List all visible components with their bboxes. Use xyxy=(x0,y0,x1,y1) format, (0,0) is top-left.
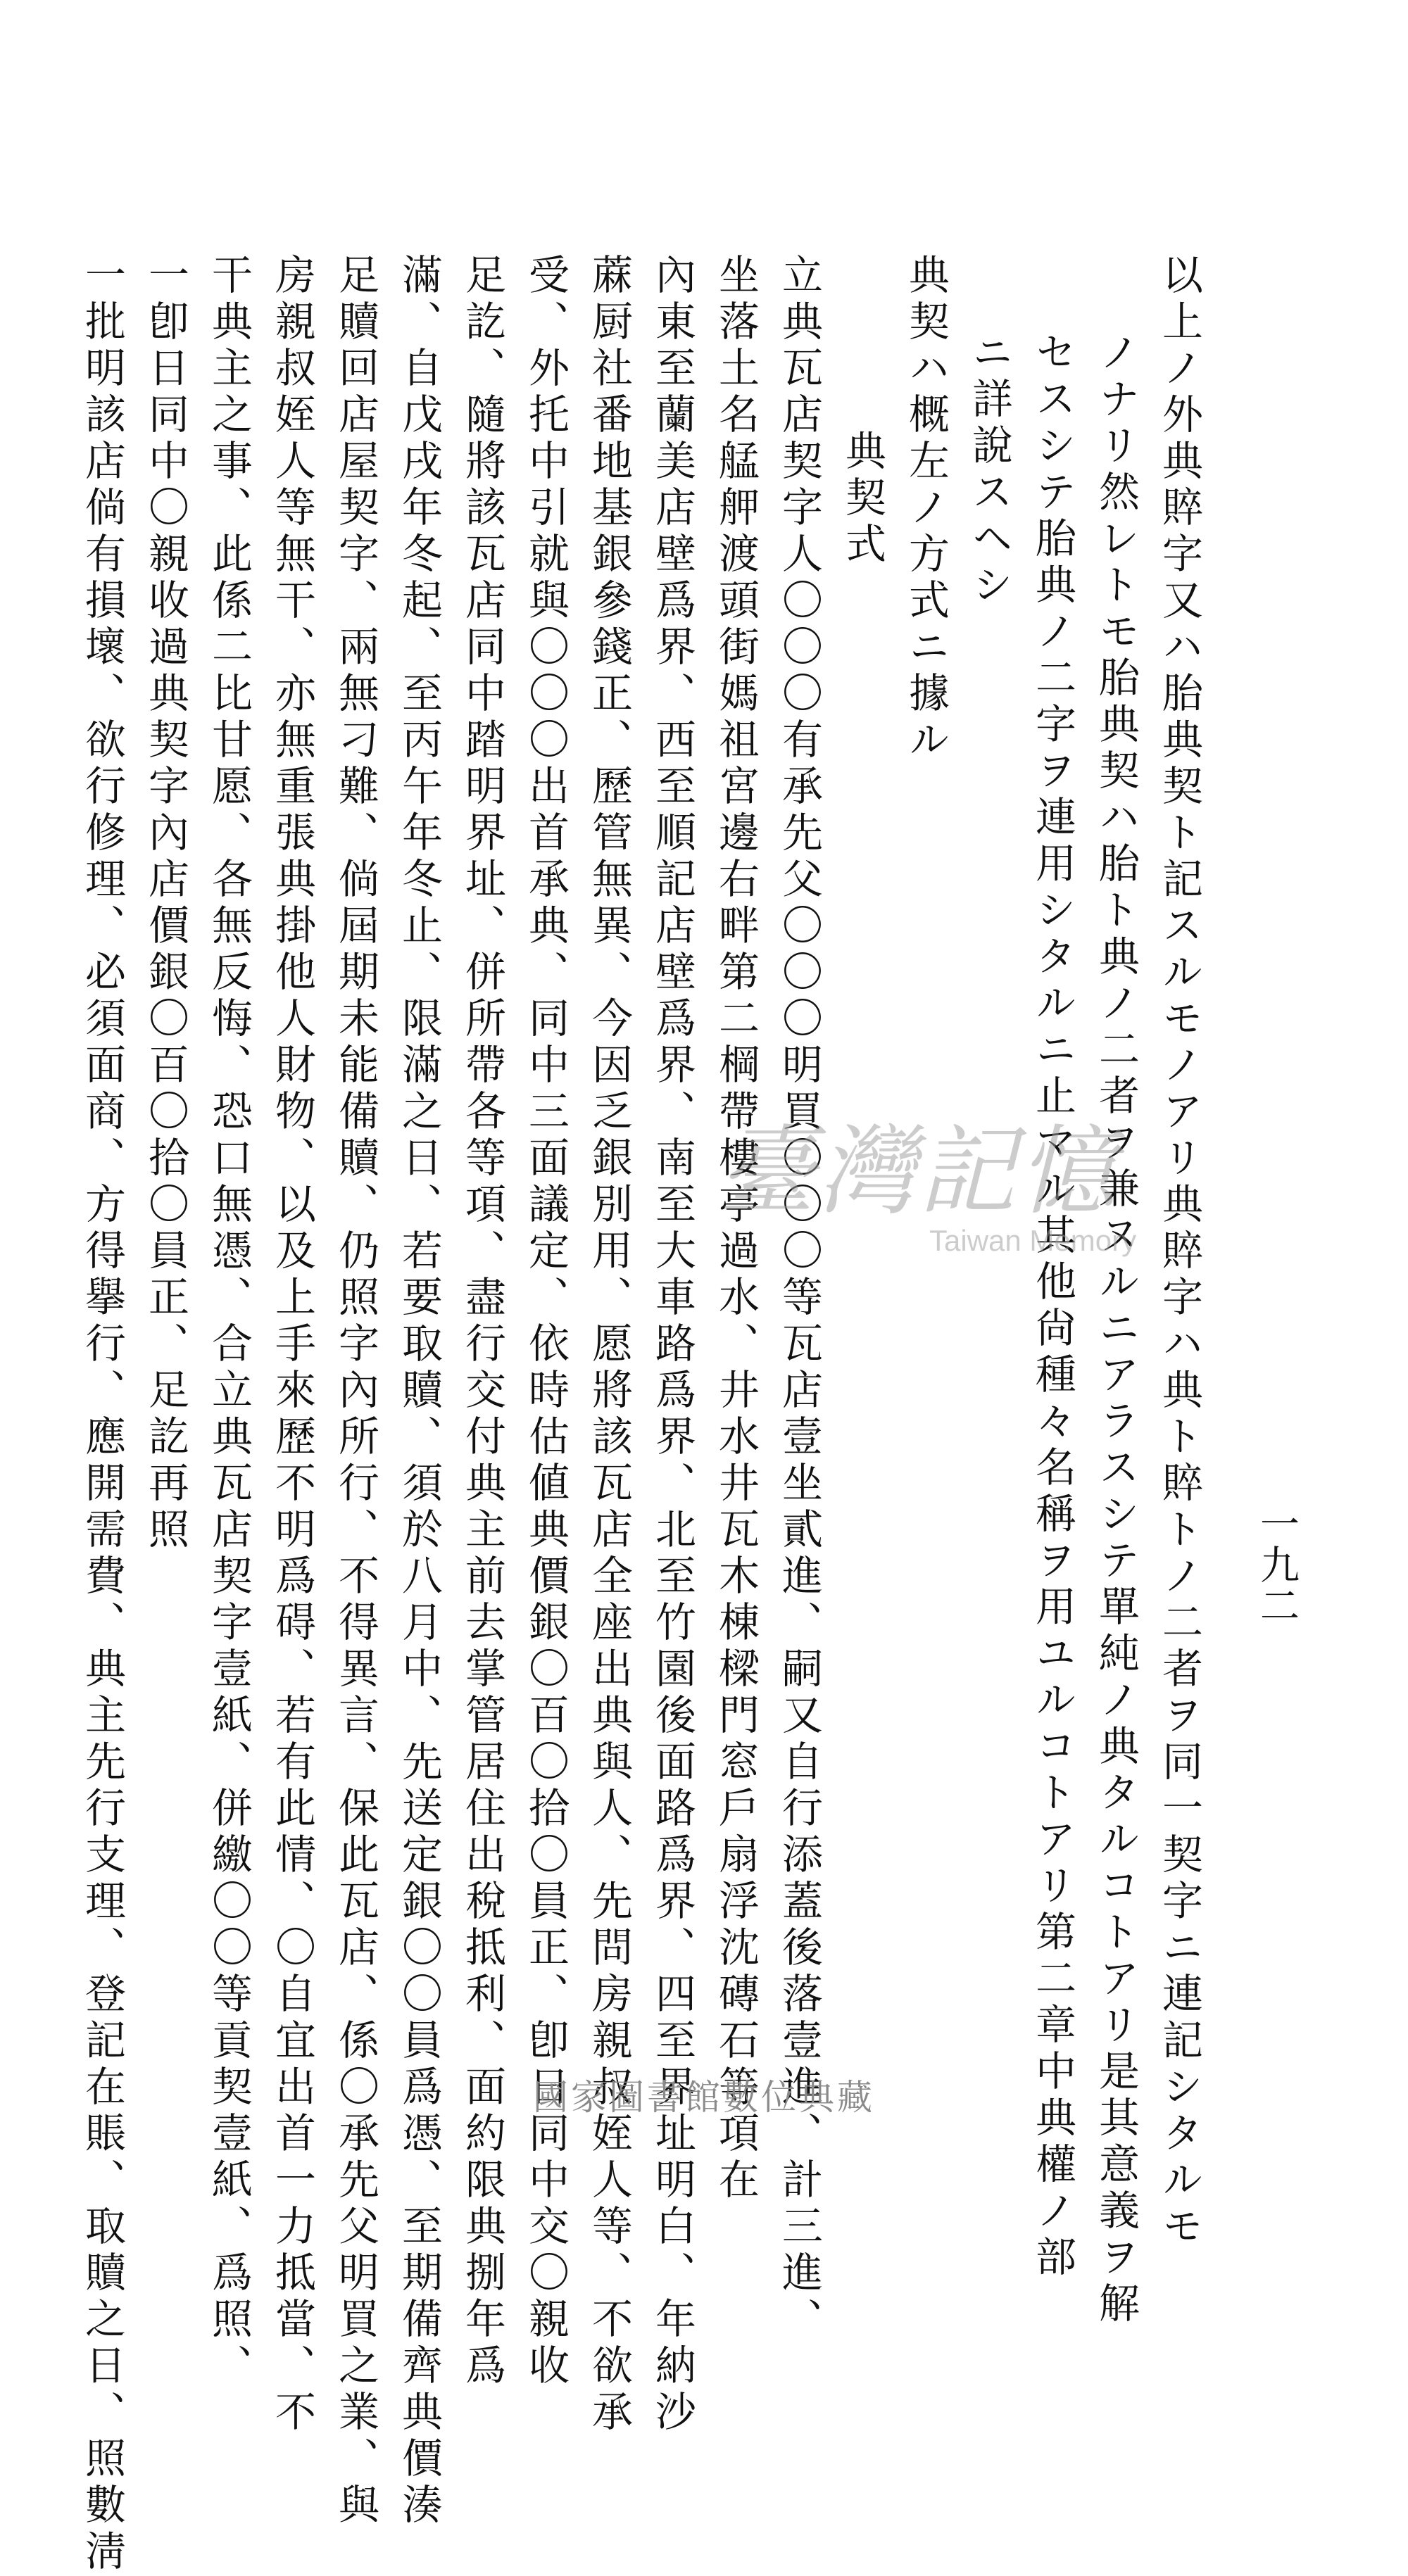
form-line: 足贖回店屋契字、兩無刁難、倘屆期未能備贖、仍照字內所行、不得異言、保此瓦店、係〇承先父明買之業、與 xyxy=(332,253,379,2530)
form-line: 干典主之事、此係二比甘愿、各無反悔、恐口無憑、合立典瓦店契字壹紙、併繳〇〇等貢契壹紙、爲照、 xyxy=(205,253,253,2390)
watermark-text-cn: 臺灣記憶 xyxy=(718,1115,1119,1228)
watermark-text-en: Taiwan Memory xyxy=(929,1224,1137,1257)
form-line: 坐落土名艋舺渡頭街媽祖宮邊右畔第二棡帶樓亭過水、井水井瓦木棟樑門窓戶扇浮沈磚石等項在 xyxy=(712,253,760,2204)
paragraph-line: 以上ノ外典賥字又ハ胎典契ト記スルモノアリ典賥字ハ典ト賥トノ二者ヲ同一契字ニ連記シタルモ xyxy=(1155,253,1203,2251)
form-line: 蔴厨社番地基銀參錢正、歷管無異、今因乏銀別用、愿將該瓦店全座出典與人、先問房親叔姪人等、不欲承 xyxy=(585,253,633,2437)
form-line: 滿、自戊戌年冬起、至丙午年冬止、限滿之日、若要取贖、須於八月中、先送定銀〇〇員爲憑、至期備齊典價湊 xyxy=(395,253,443,2530)
paragraph-line: ノナリ然レトモ胎典契ハ胎ト典ノ二者ヲ兼ヌルニアラスシテ單純ノ典タルコトアリ是其意義ヲ解 xyxy=(1092,331,1140,2328)
form-line: 立典瓦店契字人〇〇〇有承先父〇〇〇明買〇〇〇等瓦店壹坐貳進、嗣又自行添蓋後落壹進、計三進、 xyxy=(775,253,823,2344)
page-number: 一九二 xyxy=(1254,1503,1300,1626)
form-line: 足訖、隨將該瓦店同中踏明界址、併所帶各等項、盡行交付典主前去掌管居住出稅抵利、面約限典捌年爲 xyxy=(458,253,506,2390)
form-title: 典契式 xyxy=(838,429,886,569)
form-line: 房親叔姪人等無干、亦無重張典掛他人財物、以及上手來歷不明爲碍、若有此情、〇自宜出首一力抵當、不 xyxy=(268,253,316,2437)
paragraph-line: 典契ハ概左ノ方式ニ據ル xyxy=(902,253,950,764)
paragraph-line: セスシテ胎典ノ二字ヲ連用シタルニ止マル其他尙種々名稱ヲ用ユルコトアリ第二章中典權ノ部 xyxy=(1029,331,1076,2282)
paragraph-line: ニ詳說スヘシ xyxy=(965,331,1013,610)
form-line: 受、外托中引就與〇〇〇出首承典、同中三面議定、依時估値典價銀〇百〇拾〇員正、卽日同中交〇親收 xyxy=(522,253,570,2390)
footer-credit: 國家圖書館數位典藏 xyxy=(533,2077,875,2118)
watermark xyxy=(718,1115,1169,1260)
form-line: 內東至蘭美店壁爲界、西至順記店壁爲界、南至大車路爲界、北至竹園後面路爲界、四至界址明白、年納沙 xyxy=(648,253,696,2437)
form-line: 一批明該店倘有損壞、欲行修理、必須面商、方得擧行、應開需費、典主先行支理、登記在賬、取贖之日、照數淸 xyxy=(78,253,126,2576)
form-line: 一卽日同中〇親收過典契字內店價銀〇百〇拾〇員正、足訖再照 xyxy=(142,253,189,1554)
